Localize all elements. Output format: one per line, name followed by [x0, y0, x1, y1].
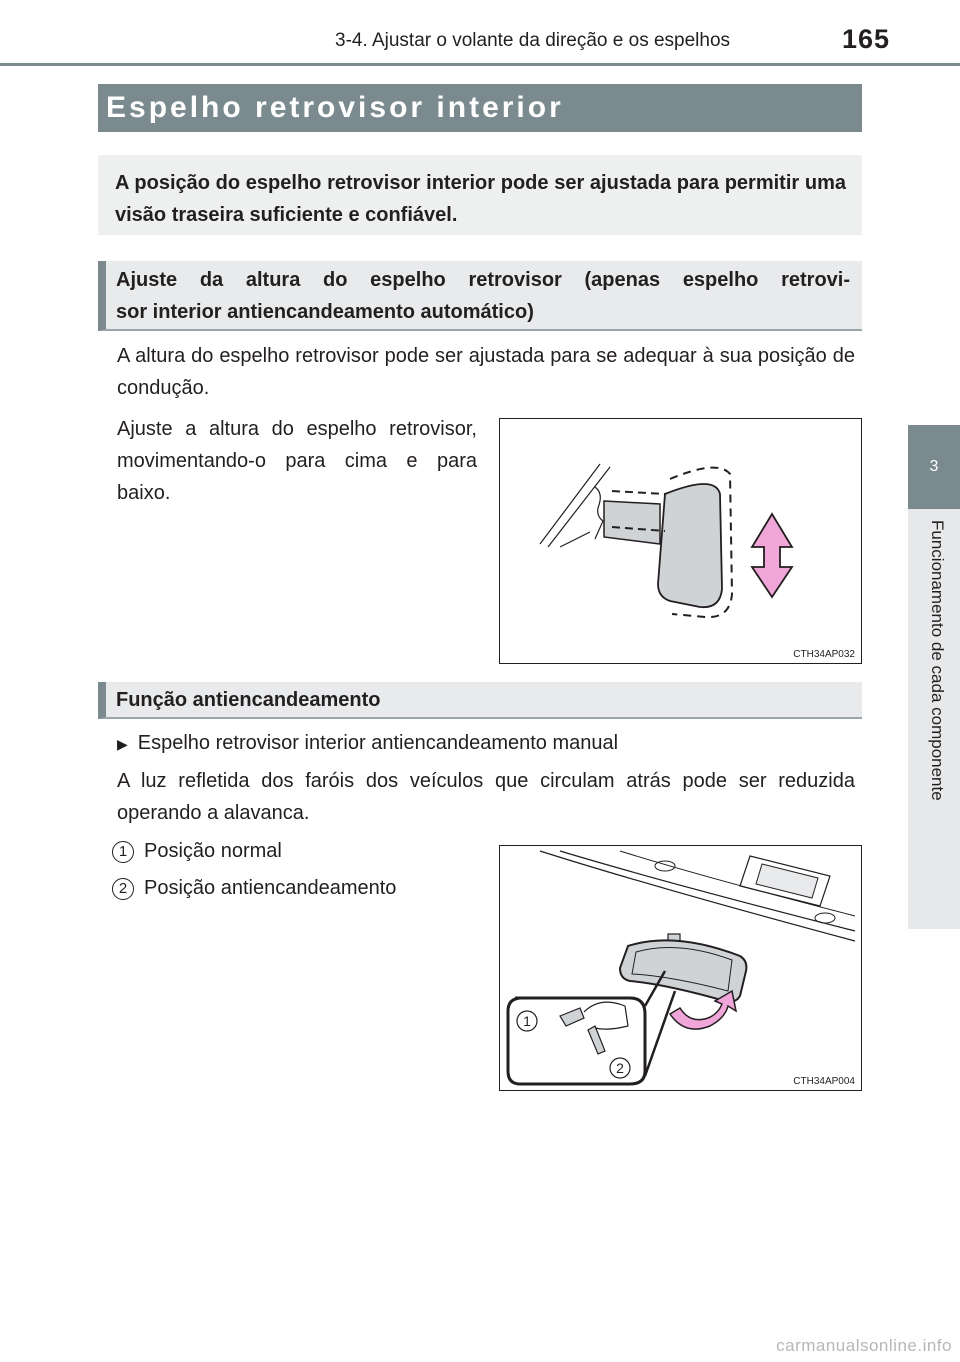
header-rule [0, 63, 960, 66]
callout-2-label: 2 [616, 1060, 624, 1076]
page-title: Espelho retrovisor interior [98, 84, 862, 132]
section-heading-line: sor interior antiencandeamento automático) [116, 301, 534, 323]
list-item-label: Posição normal [144, 840, 282, 862]
running-header: 3-4. Ajustar o volante da direção e os espelhos [335, 30, 731, 51]
figure-anti-glare-lever [499, 845, 862, 1091]
list-item [112, 877, 396, 900]
chapter-tab: 3 [908, 425, 960, 509]
triangle-bullet-icon: ▶ [117, 736, 128, 752]
figure-code: CTH34AP004 [793, 1076, 855, 1087]
paragraph-anti-glare: A luz refletida dos faróis dos veículos que circulam atrás pode ser reduzida operando a alavanca. [117, 770, 855, 824]
chapter-label: Funcionamento de cada componente [928, 520, 947, 801]
section-heading-anti-glare: Função antiencandeamento [98, 682, 862, 719]
bullet-text: Espelho retrovisor interior antiencandeamento manual [137, 732, 619, 754]
section-heading-line: Ajuste da altura do espelho retrovisor (apenas espelho retrovi- [116, 269, 850, 291]
paragraph-move: Ajuste a altura do espelho retrovisor, movimentando-o para cima e para baixo. [117, 418, 477, 504]
anti-glare-illustration [500, 846, 860, 1089]
callout-number-icon: 1 [112, 841, 134, 863]
watermark: carmanualsonline.info [776, 1336, 952, 1355]
list-item-label: Posição antiencandeamento [144, 877, 397, 899]
callout-1-label: 1 [523, 1013, 531, 1029]
page-number: 165 [842, 24, 891, 54]
callout-number-icon: 2 [112, 878, 134, 900]
figure-code: CTH34AP032 [793, 649, 855, 660]
up-down-arrow-icon [752, 514, 792, 597]
figure-mirror-height [499, 418, 862, 664]
section-heading-height-adjust [98, 261, 862, 331]
bullet-manual-mirror [117, 727, 857, 760]
intro-box: A posição do espelho retrovisor interior pode ser ajustada para permitir uma visão traseira suficiente e confiável. [98, 155, 862, 235]
mirror-height-illustration [500, 419, 860, 662]
curved-arrow-icon [670, 991, 736, 1029]
list-item [112, 840, 282, 863]
paragraph-height: A altura do espelho retrovisor pode ser ajustada para se adequar à sua posição de condução. [117, 345, 855, 399]
